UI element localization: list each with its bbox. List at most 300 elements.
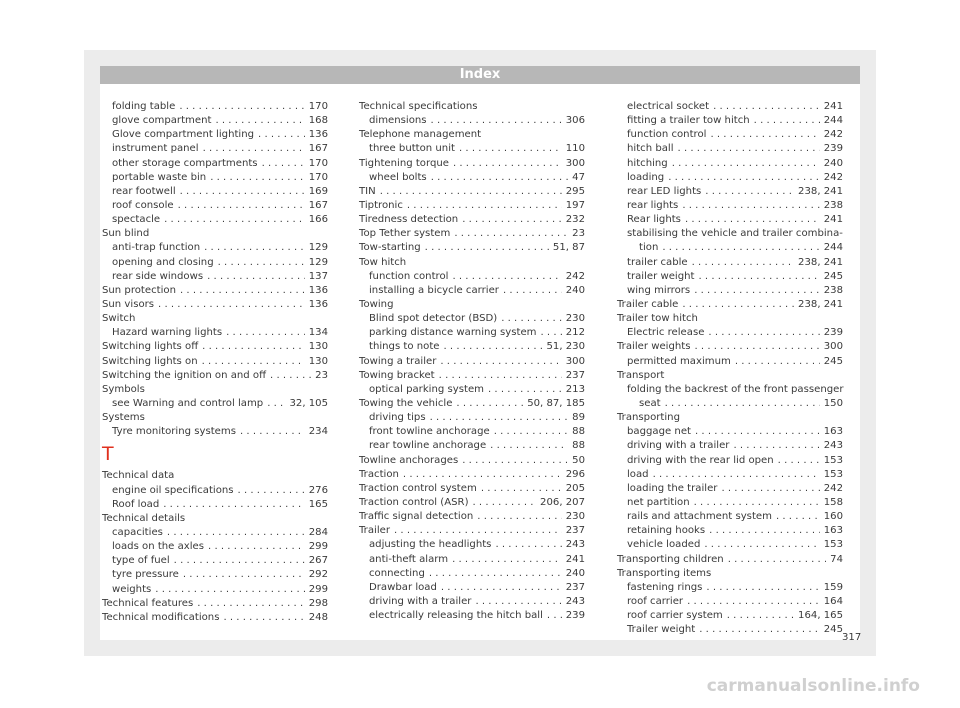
entry-page-ref[interactable]: 170 [308,157,328,169]
index-entry [617,567,843,581]
entry-page-ref[interactable]: 241 [565,553,585,565]
entry-term: instrument panel [112,143,199,155]
dot-leader [708,326,819,340]
entry-page-ref[interactable]: 167 [308,199,328,211]
entry-page-ref[interactable]: 242 [823,129,843,141]
entry-term: Technical details [102,512,186,524]
dot-leader [215,114,304,128]
dot-leader [262,157,305,171]
entry-page-ref[interactable]: 238 [823,199,843,211]
entry-page-ref[interactable]: 51, 230 [546,341,585,353]
entry-term: Sun blind [102,228,150,240]
entry-term: rails and attachment system [627,511,772,523]
entry-term: fitting a trailer tow hitch [627,115,750,127]
entry-term: Tiredness detection [359,214,459,226]
dot-leader [167,526,305,540]
entry-page-ref[interactable]: 129 [308,256,328,268]
entry-page-ref[interactable]: 136 [308,129,328,141]
entry-page-ref[interactable]: 245 [823,270,843,282]
entry-page-ref[interactable]: 237 [565,525,585,537]
index-subentry [617,524,843,538]
entry-page-ref[interactable]: 164, 165 [798,610,843,622]
entry-term: Tiptronic [359,199,403,211]
entry-term: load [627,468,649,480]
dot-leader [682,298,794,312]
entry-term: baggage net [627,426,691,438]
entry-page-ref[interactable]: 300 [565,157,585,169]
dot-leader [462,454,568,468]
entry-term: rear footwell [112,185,176,197]
entry-page-ref[interactable]: 245 [823,624,843,636]
index-subentry [102,583,328,597]
entry-page-ref[interactable]: 238 [823,284,843,296]
entry-page-ref[interactable]: 150 [823,397,843,409]
entry-page-ref[interactable]: 153 [823,539,843,551]
dot-leader [204,241,305,255]
index-subentry [359,270,585,284]
entry-term: driving with a trailer [627,440,730,452]
page-number: 317 [842,632,862,643]
entry-page-ref[interactable]: 238, 241 [798,185,843,197]
index-subentry [359,171,585,185]
dot-leader [713,100,820,114]
index-subentry [359,581,585,595]
entry-term: Traffic signal detection [359,511,474,523]
entry-page-ref[interactable]: 197 [565,199,585,211]
entry-page-ref[interactable]: 129 [308,242,328,254]
entry-term: Towing [359,298,394,310]
entry-page-ref[interactable]: 295 [565,185,585,197]
entry-page-ref[interactable]: 212 [565,327,585,339]
dot-leader [430,411,569,425]
entry-page-ref[interactable]: 23 [572,228,585,240]
dot-leader [695,425,820,439]
dot-leader [494,425,568,439]
entry-page-ref[interactable]: 205 [565,482,585,494]
dot-leader [164,213,305,227]
dot-leader [183,568,305,582]
entry-term: electrically releasing the hitch ball [369,610,543,622]
dot-leader [440,355,561,369]
dot-leader [202,340,305,354]
index-subentry [617,241,843,255]
entry-term: tion [639,242,659,254]
entry-page-ref[interactable]: 32, 105 [289,397,328,409]
entry-page-ref[interactable]: 110 [565,143,585,155]
index-subentry [102,199,328,213]
entry-page-ref[interactable]: 170 [308,101,328,112]
index-entry [359,482,585,496]
index-subentry [102,526,328,540]
entry-term: net partition [627,496,690,508]
dot-leader [488,383,562,397]
index-entry [617,553,843,567]
entry-page-ref[interactable]: 299 [308,583,328,595]
entry-term: Sun protection [102,284,176,296]
entry-page-ref[interactable]: 244 [823,115,843,127]
entry-page-ref[interactable]: 168 [308,115,328,127]
index-entry [102,611,328,625]
index-column-2 [359,100,585,623]
index-entry [102,469,328,483]
entry-term: optical parking system [369,383,484,395]
entry-term: roof carrier system [627,610,723,622]
index-subentry [617,199,843,213]
index-subentry [359,538,585,552]
dot-leader [380,185,562,199]
index-subentry [617,326,843,340]
entry-page-ref[interactable]: 170 [308,171,328,183]
index-subentry [617,538,843,552]
entry-term: Traction control (ASR) [359,496,469,508]
entry-page-ref[interactable]: 242 [823,482,843,494]
entry-page-ref[interactable]: 276 [308,484,328,496]
entry-term: trailer weight [627,270,695,282]
entry-term: front towline anchorage [369,426,490,438]
index-section-letter: T [102,443,114,466]
index-subentry [102,100,328,114]
index-subentry [617,482,843,496]
entry-term: Towing bracket [359,369,435,381]
entry-page-ref[interactable]: 241 [823,214,843,226]
index-subentry [102,270,328,284]
index-subentry [102,554,328,568]
entry-page-ref[interactable]: 242 [823,171,843,183]
entry-term: Tow-starting [359,242,421,254]
entry-page-ref[interactable]: 243 [565,539,585,551]
index-entry [102,383,328,397]
dot-leader [429,567,562,581]
index-subentry [102,540,328,554]
dot-leader [705,185,794,199]
entry-page-ref[interactable]: 136 [308,284,328,296]
entry-page-ref[interactable]: 164 [823,595,843,607]
index-entry [359,241,585,255]
entry-page-ref[interactable]: 292 [308,569,328,581]
index-subentry [102,397,328,411]
entry-page-ref[interactable]: 241 [823,101,843,112]
dot-leader [431,114,562,128]
index-subentry [617,623,843,637]
entry-term: Technical specifications [359,101,478,112]
entry-term: function control [627,129,707,141]
dot-leader [547,609,562,623]
entry-page-ref[interactable]: 88 [572,440,585,452]
entry-term: anti-theft alarm [369,553,449,565]
entry-page-ref[interactable]: 51, 87 [552,242,585,254]
entry-page-ref[interactable]: 50, 87, 185 [527,397,585,409]
index-entry [102,340,328,354]
index-subentry [102,425,328,439]
dot-leader [735,355,820,369]
entry-term: Transporting [617,412,680,424]
index-entry [359,199,585,213]
entry-page-ref[interactable]: 243 [823,440,843,452]
dot-leader [462,213,562,227]
entry-term: Symbols [102,383,145,395]
entry-page-ref[interactable]: 160 [823,511,843,523]
index-subentry [102,142,328,156]
index-subentry [359,595,585,609]
index-entry [617,298,843,312]
dot-leader [699,623,819,637]
entry-term: Trailer weight [627,624,696,636]
dot-leader [692,256,794,270]
dot-leader [501,312,562,326]
dot-leader [699,270,820,284]
index-subentry [359,312,585,326]
entry-page-ref[interactable]: 242 [565,270,585,282]
entry-term: tyre pressure [112,569,179,581]
entry-term: driving tips [369,412,426,424]
entry-term: vehicle loaded [627,539,701,551]
entry-term: wing mirrors [627,284,691,296]
entry-term: Transporting items [617,567,712,579]
entry-page-ref[interactable]: 158 [823,496,843,508]
entry-page-ref[interactable]: 74 [830,553,843,565]
entry-page-ref[interactable]: 89 [572,412,585,424]
dot-leader [473,496,537,510]
entry-page-ref[interactable]: 47 [572,171,585,183]
entry-term: type of fuel [112,555,170,567]
dot-leader [454,227,568,241]
entry-page-ref[interactable]: 244 [823,242,843,254]
entry-term: Towing the vehicle [359,397,453,409]
entry-page-ref[interactable]: 298 [308,597,328,609]
entry-term: trailer cable [627,256,688,268]
entry-page-ref[interactable]: 240 [565,284,585,296]
index-entry [359,185,585,199]
entry-term: loading the trailer [627,482,718,494]
index-entry [102,597,328,611]
dot-leader [687,595,820,609]
dot-leader [163,498,304,512]
dot-leader [754,114,820,128]
entry-page-ref[interactable]: 245 [823,355,843,367]
dot-leader [721,482,819,496]
entry-term: portable waste bin [112,171,207,183]
entry-term: capacities [112,526,163,538]
entry-term: Traction control system [359,482,477,494]
entry-term: things to note [369,341,440,353]
dot-leader [678,142,820,156]
entry-page-ref[interactable]: 230 [565,511,585,523]
index-subentry [359,609,585,623]
index-entry [359,355,585,369]
index-entry [617,411,843,425]
dot-leader [694,340,819,354]
dot-leader [728,553,826,567]
entry-term: retaining hooks [627,525,706,537]
entry-page-ref[interactable]: 267 [308,555,328,567]
index-entry [617,369,843,383]
dot-leader [490,439,568,453]
entry-term: glove compartment [112,115,212,127]
entry-term: Switching the ignition on and off [102,369,267,381]
entry-page-ref[interactable]: 300 [565,355,585,367]
entry-page-ref[interactable]: 239 [565,610,585,622]
dot-leader [403,468,562,482]
entry-page-ref[interactable]: 240 [565,567,585,579]
entry-term: Technical features [102,597,194,609]
index-entry [102,312,328,326]
dot-leader [208,540,305,554]
dot-leader [270,369,311,383]
entry-page-ref[interactable]: 238, 241 [798,256,843,268]
entry-page-ref[interactable]: 130 [308,355,328,367]
dot-leader [685,213,820,227]
index-subentry [102,185,328,199]
entry-page-ref[interactable]: 299 [308,541,328,553]
entry-term: weights [112,583,152,595]
dot-leader [481,482,562,496]
dot-leader [668,171,820,185]
entry-page-ref[interactable]: 206, 207 [540,496,585,508]
entry-page-ref[interactable]: 238, 241 [798,298,843,310]
index-subentry [102,498,328,512]
entry-page-ref[interactable]: 153 [823,468,843,480]
dot-leader [776,510,820,524]
dot-leader [180,185,305,199]
index-subentry [102,484,328,498]
index-entry [359,369,585,383]
entry-page-ref[interactable]: 248 [308,611,328,623]
entry-page-ref[interactable]: 163 [823,525,843,537]
dot-leader [197,597,304,611]
entry-page-ref[interactable]: 137 [308,270,328,282]
entry-term: rear towline anchorage [369,440,487,452]
entry-page-ref[interactable]: 169 [308,185,328,197]
watermark: carmanualsonline.info [706,676,920,696]
index-subentry [102,256,328,270]
index-entry [102,227,328,241]
entry-term: rear lights [627,199,679,211]
entry-page-ref[interactable]: 213 [565,383,585,395]
index-subentry [359,411,585,425]
entry-page-ref[interactable]: 166 [308,214,328,226]
index-subentry [359,383,585,397]
entry-page-ref[interactable]: 230 [565,313,585,325]
entry-page-ref[interactable]: 88 [572,426,585,438]
dot-leader [180,284,305,298]
entry-term: installing a bicycle carrier [369,284,499,296]
entry-term: fastening rings [627,581,703,593]
entry-page-ref[interactable]: 240 [823,157,843,169]
dot-leader [179,100,304,114]
entry-term: Electric release [627,327,705,339]
dot-leader [495,538,561,552]
index-subentry [617,270,843,284]
entry-page-ref[interactable]: 306 [565,115,585,127]
dot-leader [694,284,820,298]
index-subentry [617,439,843,453]
entry-term: roof carrier [627,595,684,607]
entry-page-ref[interactable]: 153 [823,454,843,466]
entry-term: Technical modifications [102,611,220,623]
index-subentry [617,128,843,142]
index-entry [359,227,585,241]
entry-page-ref[interactable]: 234 [308,426,328,438]
index-subentry [102,213,328,227]
dot-leader [441,581,562,595]
entry-term: loads on the axles [112,541,205,553]
entry-page-ref[interactable]: 239 [823,143,843,155]
index-header: Index [100,66,860,84]
dot-leader [240,425,305,439]
index-subentry [617,383,843,397]
index-subentry [102,326,328,340]
index-subentry [617,397,843,411]
entry-term: Blind spot detector (BSD) [369,313,498,325]
dot-leader [665,397,820,411]
entry-page-ref[interactable]: 232 [565,214,585,226]
entry-term: Hazard warning lights [112,327,223,339]
dot-leader [456,397,523,411]
entry-page-ref[interactable]: 237 [565,369,585,381]
index-column-1 [102,100,328,625]
index-subentry [102,171,328,185]
index-entry [359,298,585,312]
entry-page-ref[interactable]: 237 [565,581,585,593]
entry-term: folding table [112,101,176,112]
entry-term: hitch ball [627,143,674,155]
index-subentry [617,284,843,298]
entry-page-ref[interactable]: 23 [315,369,328,381]
entry-term: Switching lights off [102,341,199,353]
entry-term: folding the backrest of the front passenger [627,383,844,395]
index-entry [359,157,585,171]
index-entry [359,524,585,538]
dot-leader [653,468,820,482]
entry-page-ref[interactable]: 165 [308,498,328,510]
entry-term: Trailer tow hitch [617,313,698,325]
entry-page-ref[interactable]: 243 [565,595,585,607]
index-subentry [617,581,843,595]
dot-leader [452,553,562,567]
dot-leader [207,270,305,284]
entry-page-ref[interactable]: 50 [572,454,585,466]
entry-page-ref[interactable]: 136 [308,298,328,310]
entry-page-ref[interactable]: 239 [823,327,843,339]
entry-page-ref[interactable]: 130 [308,341,328,353]
index-entry [617,312,843,326]
entry-term: engine oil specifications [112,484,234,496]
entry-page-ref[interactable]: 134 [308,327,328,339]
dot-leader [202,355,305,369]
dot-leader [733,439,819,453]
index-entry [102,284,328,298]
entry-term: TIN [359,185,376,197]
entry-term: three button unit [369,143,455,155]
entry-page-ref[interactable]: 159 [823,581,843,593]
dot-leader [258,128,305,142]
dot-leader [662,241,819,255]
entry-page-ref[interactable]: 167 [308,143,328,155]
entry-page-ref[interactable]: 163 [823,426,843,438]
index-column-3 [617,100,843,637]
index-subentry [617,496,843,510]
entry-page-ref[interactable]: 296 [565,468,585,480]
entry-page-ref[interactable]: 284 [308,526,328,538]
entry-term: seat [639,397,661,409]
entry-term: Tow hitch [359,256,407,268]
entry-page-ref[interactable]: 300 [823,341,843,353]
dot-leader [155,583,304,597]
entry-term: Top Tether system [359,228,451,240]
entry-term: Trailer [359,525,390,537]
entry-term: connecting [369,567,425,579]
entry-term: Trailer weights [617,341,691,353]
